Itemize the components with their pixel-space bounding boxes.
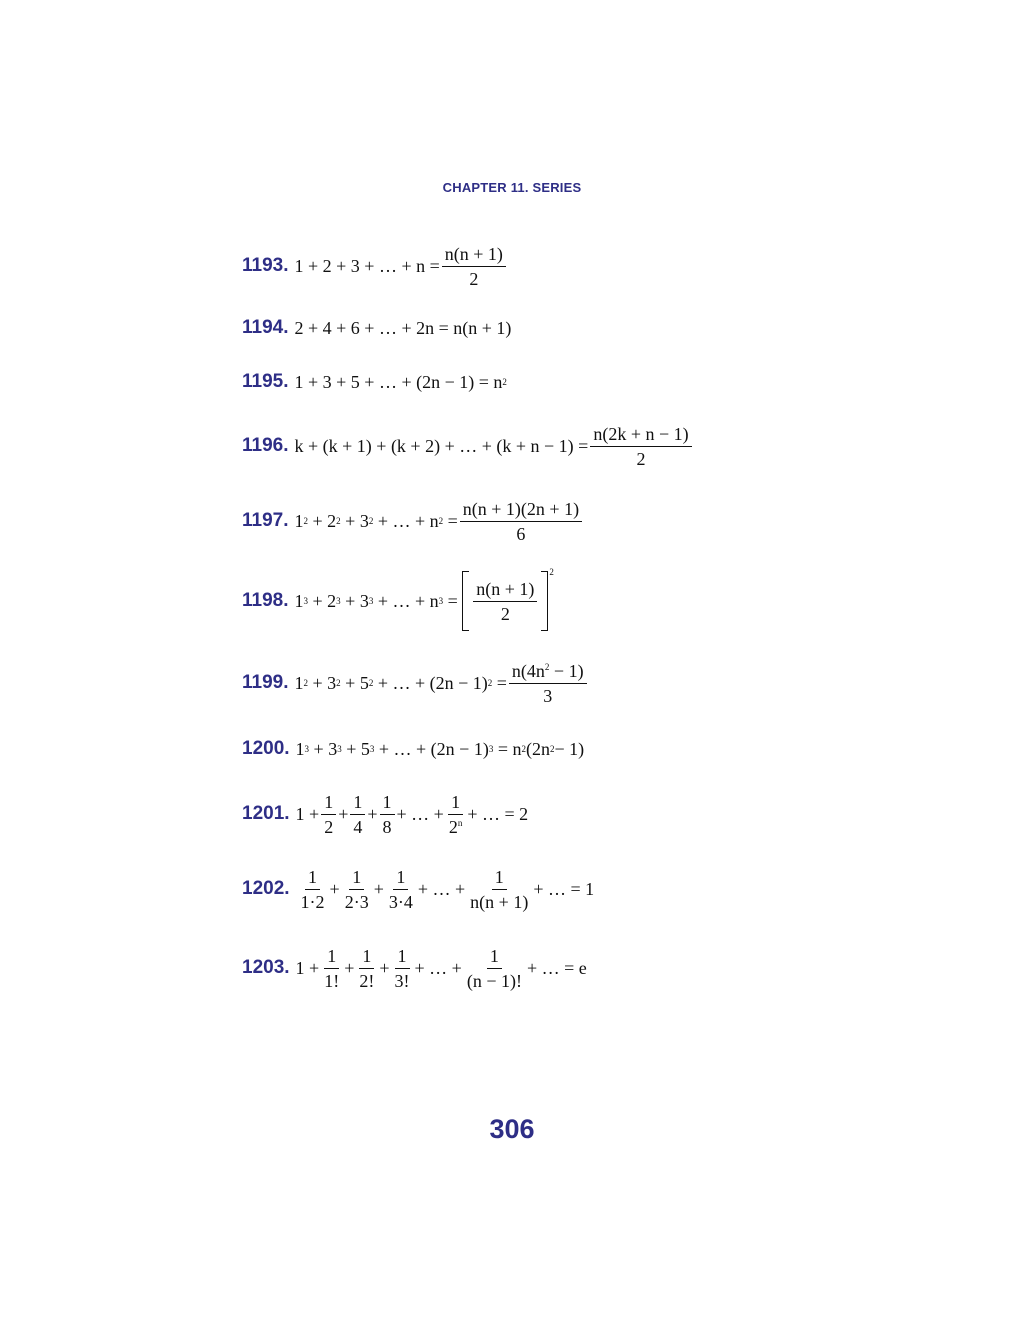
fraction [460, 497, 582, 546]
fraction [321, 944, 342, 993]
denominator: n(n + 1) [470, 891, 529, 912]
formula-number: 1202. [242, 878, 290, 899]
term: 3 [327, 672, 337, 693]
denominator-base: 2 [448, 816, 458, 837]
denominator: 2 [636, 448, 646, 469]
formula-tail: + … = 1 [533, 878, 595, 899]
numerator: 1 [393, 865, 408, 890]
numerator: 1 [324, 944, 339, 969]
numerator: 1 [349, 865, 364, 890]
denominator: 2 [469, 268, 479, 289]
term: (2n − 1) [429, 672, 488, 693]
numerator: 1 [487, 944, 502, 969]
numerator: 1 [350, 790, 365, 815]
numerator: n(n + 1)(2n + 1) [460, 497, 582, 522]
term: 5 [360, 738, 370, 759]
denominator: 2! [359, 970, 375, 991]
right-bracket [541, 571, 548, 631]
fraction [446, 790, 466, 839]
term: − 1) [554, 738, 585, 759]
squared-bracket [462, 567, 554, 631]
denominator: 6 [516, 523, 526, 544]
formula-number: 1203. [242, 957, 290, 978]
fraction [590, 422, 691, 471]
term: 1 [294, 672, 304, 693]
numerator: 1 [395, 944, 410, 969]
denominator: 3 [543, 685, 553, 706]
formula-text: 1 + 3 + 5 + … + (2n − 1) = n [294, 371, 503, 392]
numerator: n(n + 1) [442, 242, 506, 267]
term: (2n − 1) [430, 738, 489, 759]
formula-text: 2 + 4 + 6 + … + 2n = n(n + 1) [294, 317, 512, 338]
fraction [509, 659, 587, 708]
fraction [298, 865, 328, 914]
term: 1 [295, 957, 305, 978]
fraction [350, 790, 365, 839]
denominator: 1! [324, 970, 340, 991]
denominator: 8 [382, 816, 392, 837]
term: n [429, 510, 439, 531]
numerator: 1 [359, 944, 374, 969]
term: 1 [294, 510, 304, 531]
term: 5 [359, 672, 369, 693]
fraction [380, 790, 395, 839]
formula-number: 1196. [242, 435, 289, 456]
fraction [392, 944, 413, 993]
term: n [429, 590, 439, 611]
denominator: 2 [500, 603, 510, 624]
term: n [512, 738, 522, 759]
numerator: 1 [380, 790, 395, 815]
numerator-part: − 1) [549, 660, 584, 681]
formula-number: 1193. [242, 255, 289, 276]
formula-tail: + … = e [526, 957, 587, 978]
fraction [473, 577, 537, 626]
denominator: 1·2 [300, 891, 325, 912]
fraction [442, 242, 506, 291]
numerator: 1 [448, 790, 463, 815]
formula-lhs: k + (k + 1) + (k + 2) + … + (k + n − 1) = [294, 435, 589, 456]
denominator: 2 [324, 816, 334, 837]
term: 3 [359, 590, 369, 611]
numerator [509, 659, 587, 684]
fraction [342, 865, 372, 914]
formula-number: 1200. [242, 738, 290, 759]
numerator: n(n + 1) [473, 577, 537, 602]
term: 3 [328, 738, 338, 759]
fraction [386, 865, 416, 914]
numerator: 1 [321, 790, 336, 815]
term: 1 [295, 803, 305, 824]
denominator: 3! [394, 970, 410, 991]
left-bracket [462, 571, 469, 631]
numerator: n(2k + n − 1) [590, 422, 691, 447]
fraction [464, 944, 525, 993]
chapter-header: CHAPTER 11. SERIES [442, 180, 582, 195]
formula-tail: + … = 2 [467, 803, 529, 824]
term: 3 [359, 510, 369, 531]
fraction [321, 790, 336, 839]
fraction [356, 944, 377, 993]
denominator [446, 815, 466, 839]
denominator: 3·4 [388, 891, 413, 912]
formula-number: 1198. [242, 590, 289, 611]
numerator-part: n(4n [511, 660, 545, 681]
formula-number: 1197. [242, 510, 289, 531]
denominator: (n − 1)! [466, 970, 522, 991]
formula-number: 1194. [242, 317, 289, 338]
exponent: n [457, 817, 463, 828]
term: 1 [295, 738, 305, 759]
formula-number: 1199. [242, 672, 289, 693]
term: 2 [327, 590, 337, 611]
term: 1 [294, 590, 304, 611]
exponent: 2 [544, 661, 550, 672]
formula-lhs: 1 + 2 + 3 + … + n = [294, 255, 440, 276]
fraction [467, 865, 531, 914]
term: 2 [327, 510, 337, 531]
numerator: 1 [305, 865, 320, 890]
numerator: 1 [492, 865, 507, 890]
denominator: 4 [353, 816, 363, 837]
formula-number: 1201. [242, 803, 290, 824]
page-number: 306 [489, 1114, 535, 1144]
term: (2n [525, 738, 550, 759]
outer-exponent: 2 [549, 567, 554, 577]
denominator: 2·3 [344, 891, 369, 912]
formula-number: 1195. [242, 371, 289, 392]
